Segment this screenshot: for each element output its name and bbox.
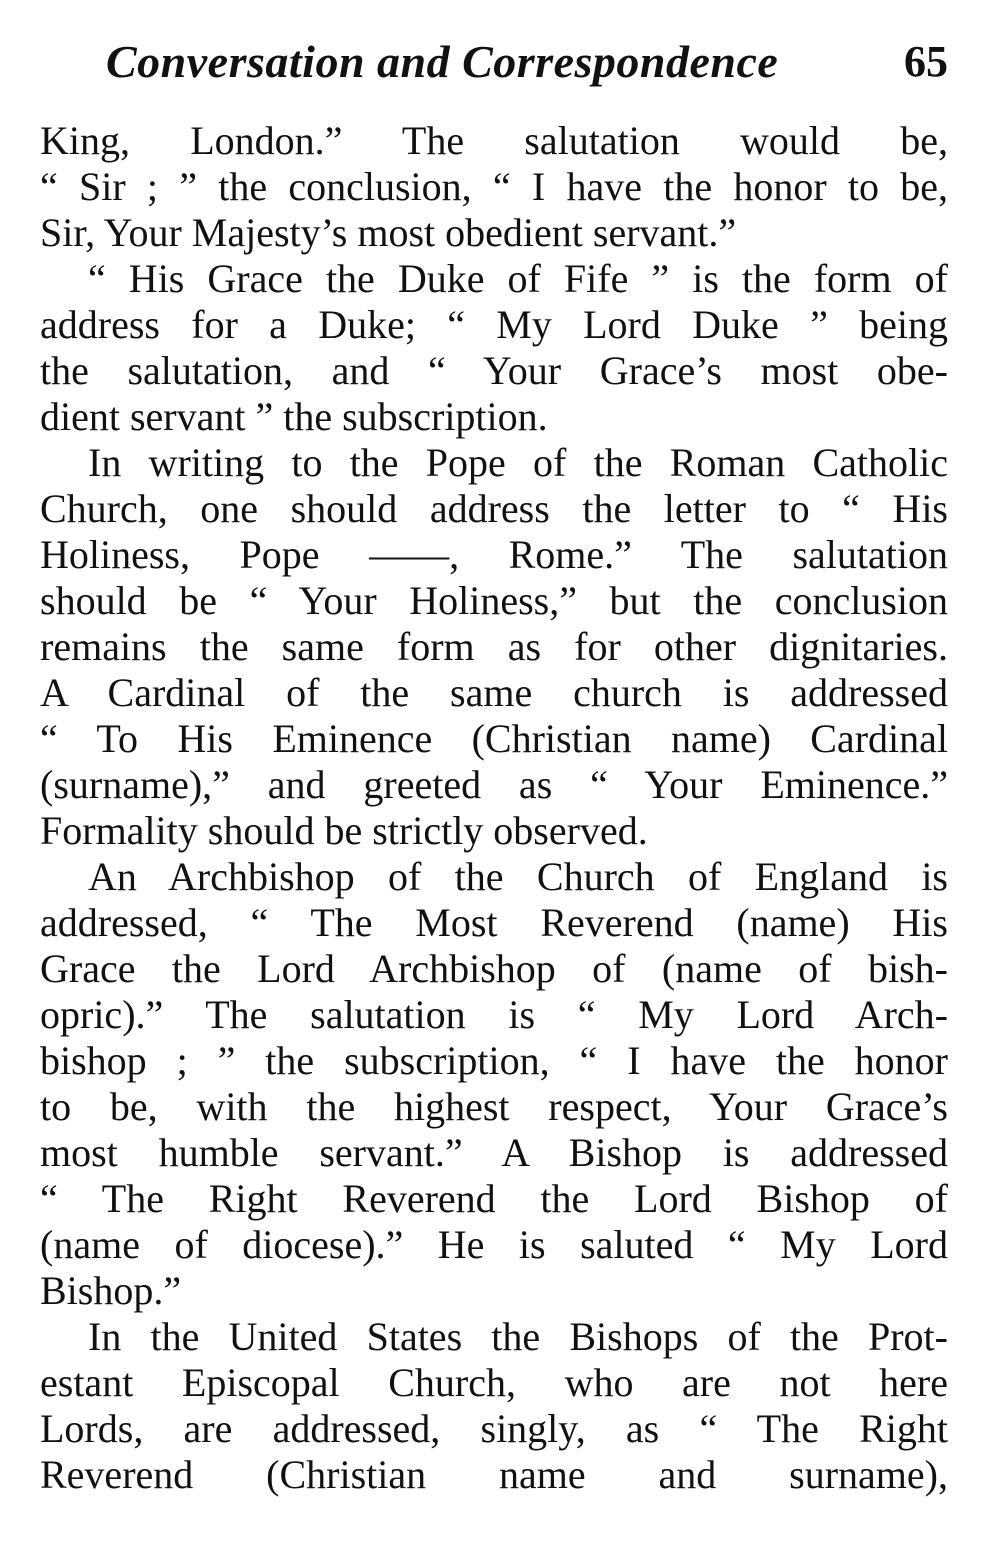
- text-line: to be, with the highest respect, Your Grace’s: [40, 1084, 948, 1129]
- text-line: estant Episcopal Church, who are not here: [40, 1360, 948, 1405]
- text-line: Lords, are addressed, singly, as “ The Right: [40, 1406, 948, 1451]
- text-line: (name of diocese).” He is saluted “ My Lord: [40, 1222, 948, 1267]
- text-line: “ The Right Reverend the Lord Bishop of: [40, 1176, 948, 1221]
- text-line: addressed, “ The Most Reverend (name) His: [40, 900, 948, 945]
- page-number: 65: [904, 37, 948, 86]
- text-line: Reverend (Christian name and surname),: [40, 1452, 948, 1497]
- text-line: “ His Grace the Duke of Fife ” is the form of: [88, 256, 948, 301]
- text-line: Sir, Your Majesty’s most obedient servant.”: [40, 210, 737, 255]
- text-line: Bishop.”: [40, 1268, 182, 1313]
- text-line: Formality should be strictly observed.: [40, 808, 648, 853]
- running-title: Conversation and Correspondence: [106, 36, 779, 87]
- text-line: (surname),” and greeted as “ Your Eminence.”: [40, 762, 948, 807]
- text-line: remains the same form as for other dignitaries.: [40, 624, 948, 669]
- text-line: An Archbishop of the Church of England is: [88, 854, 948, 899]
- text-line: address for a Duke; “ My Lord Duke ” being: [40, 302, 948, 347]
- text-line: Grace the Lord Archbishop of (name of bish-: [40, 946, 948, 991]
- text-line: dient servant ” the subscription.: [40, 394, 548, 439]
- text-line: Church, one should address the letter to “ His: [40, 486, 948, 531]
- text-line: should be “ Your Holiness,” but the conclusion: [40, 578, 948, 623]
- text-line: In the United States the Bishops of the Prot-: [88, 1314, 948, 1359]
- body-text: [40, 118, 948, 1498]
- text-line: opric).” The salutation is “ My Lord Arch-: [40, 992, 948, 1037]
- text-line: “ Sir ; ” the conclusion, “ I have the honor to be,: [40, 164, 948, 209]
- text-line: Holiness, Pope ——, Rome.” The salutation: [40, 532, 948, 577]
- text-line: the salutation, and “ Your Grace’s most obe-: [40, 348, 948, 393]
- text-line: King, London.” The salutation would be,: [40, 118, 948, 163]
- text-line: “ To His Eminence (Christian name) Cardinal: [40, 716, 948, 761]
- text-line: most humble servant.” A Bishop is addressed: [40, 1130, 948, 1175]
- text-line: bishop ; ” the subscription, “ I have the honor: [40, 1038, 948, 1083]
- running-head: [40, 32, 948, 102]
- text-line: A Cardinal of the same church is addressed: [40, 670, 948, 715]
- text-line: In writing to the Pope of the Roman Catholic: [88, 440, 948, 485]
